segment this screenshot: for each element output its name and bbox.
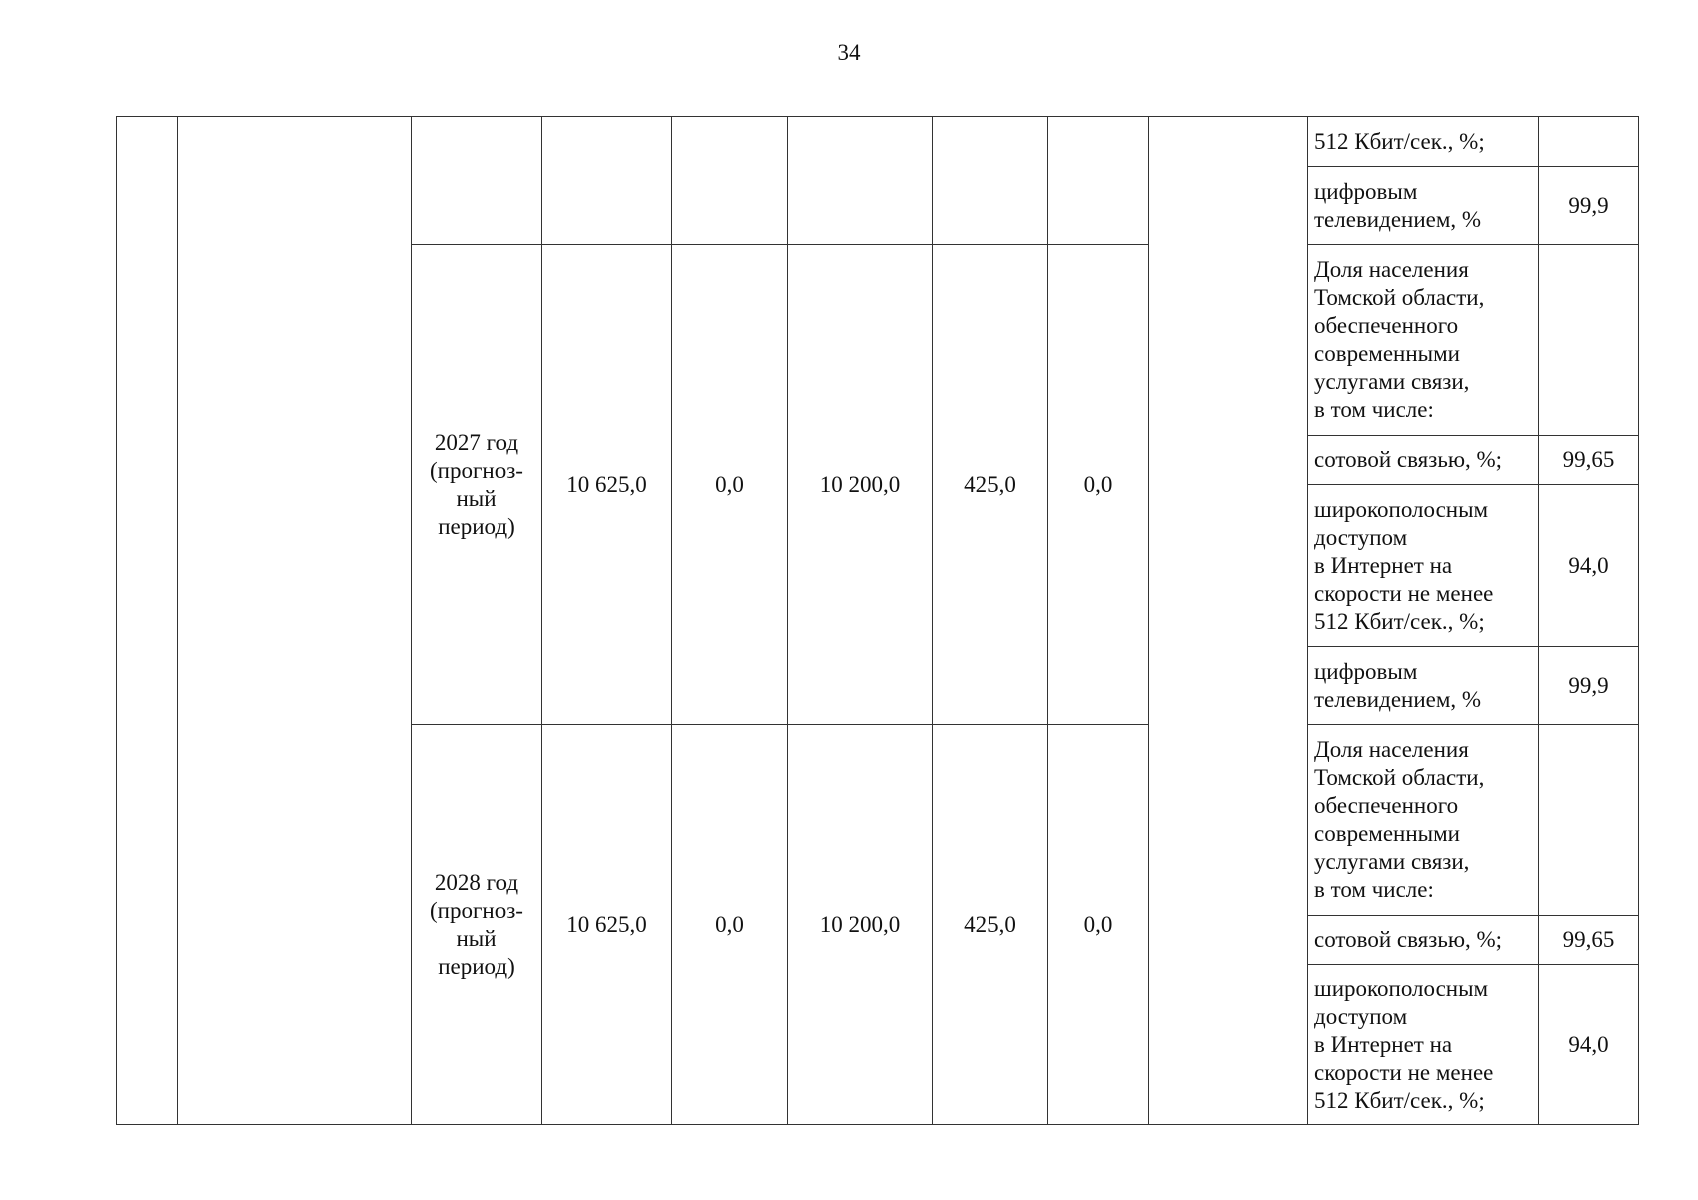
extrabudgetary-cell (1048, 117, 1149, 245)
indicator-name: Доля населения Томской области, обеспеченного современными услугами связи, в том числе: (1308, 725, 1539, 916)
indicator-name: цифровым телевидением, % (1308, 647, 1539, 725)
executor-cell (1149, 117, 1308, 1125)
indicator-name: сотовой связью, %; (1308, 436, 1539, 485)
local-budget-cell: 425,0 (933, 725, 1048, 1125)
local-budget-cell (933, 117, 1048, 245)
local-budget-cell: 425,0 (933, 245, 1048, 725)
indicator-name: 512 Кбит/сек., %; (1308, 117, 1539, 167)
regional-budget-cell (788, 117, 933, 245)
period-cell: 2028 год (прогноз- ный период) (412, 725, 542, 1125)
regional-budget-cell: 10 200,0 (788, 245, 933, 725)
federal-budget-cell (672, 117, 788, 245)
indicator-value: 94,0 (1539, 965, 1639, 1125)
period-cell: 2027 год (прогноз- ный период) (412, 245, 542, 725)
indicator-name: Доля населения Томской области, обеспеченного современными услугами связи, в том числе: (1308, 245, 1539, 436)
indicator-value: 99,9 (1539, 167, 1639, 245)
indicator-value: 99,65 (1539, 436, 1639, 485)
regional-budget-cell: 10 200,0 (788, 725, 933, 1125)
indicator-name: широкополосным доступом в Интернет на скорости не менее 512 Кбит/сек., %; (1308, 485, 1539, 647)
total-cell: 10 625,0 (542, 245, 672, 725)
period-cell (412, 117, 542, 245)
extrabudgetary-cell: 0,0 (1048, 725, 1149, 1125)
indicator-value: 99,9 (1539, 647, 1639, 725)
indicator-value (1539, 725, 1639, 916)
indicator-name: цифровым телевидением, % (1308, 167, 1539, 245)
task-name-cell (178, 117, 412, 1125)
extrabudgetary-cell: 0,0 (1048, 245, 1149, 725)
federal-budget-cell: 0,0 (672, 725, 788, 1125)
indicator-value (1539, 117, 1639, 167)
number-cell (117, 117, 178, 1125)
page-number: 34 (837, 40, 861, 65)
total-cell (542, 117, 672, 245)
program-financing-table (116, 116, 1639, 1125)
indicator-name: сотовой связью, %; (1308, 916, 1539, 965)
indicator-value (1539, 245, 1639, 436)
total-cell: 10 625,0 (542, 725, 672, 1125)
table-row (117, 117, 1639, 167)
indicator-value: 94,0 (1539, 485, 1639, 647)
federal-budget-cell: 0,0 (672, 245, 788, 725)
indicator-name: широкополосным доступом в Интернет на скорости не менее 512 Кбит/сек., %; (1308, 965, 1539, 1125)
indicator-value: 99,65 (1539, 916, 1639, 965)
